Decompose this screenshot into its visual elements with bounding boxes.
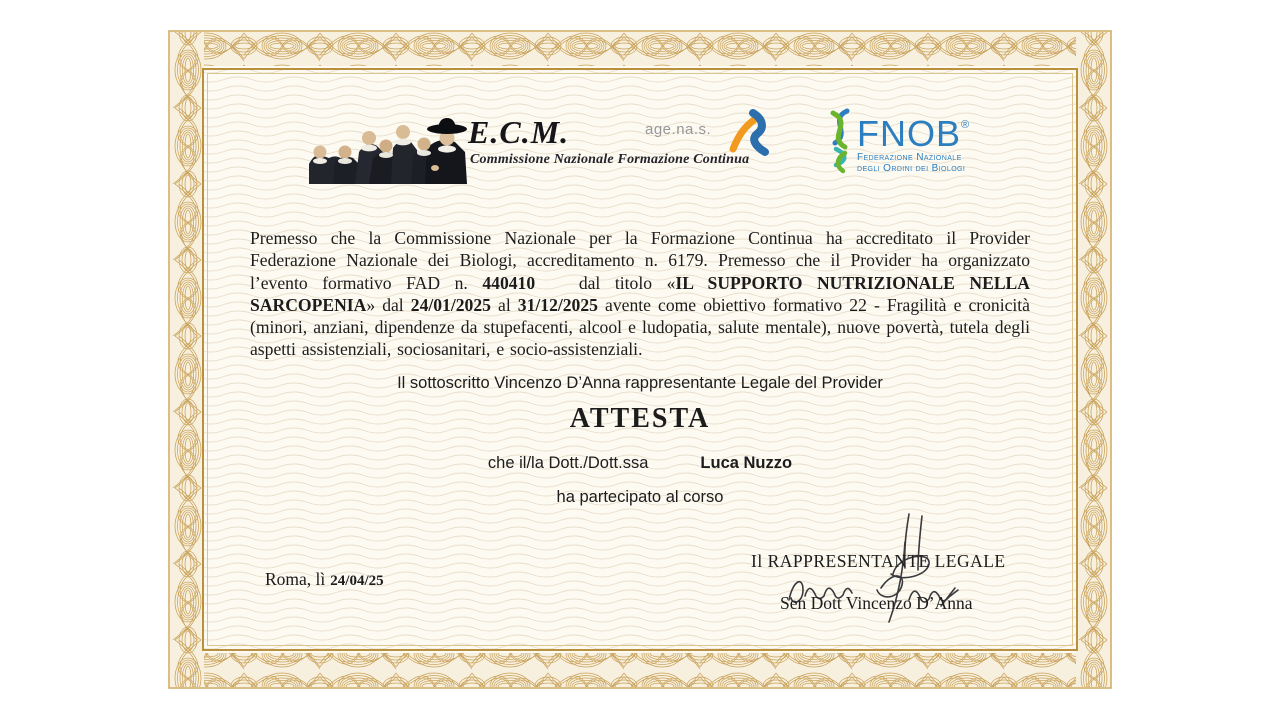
- fnob-text: [857, 106, 970, 174]
- fnob-subtitle-line2: degli Ordini dei Biologi: [857, 162, 966, 174]
- certificate-content: [168, 30, 1112, 689]
- premise-paragraph: Premesso che la Commissione Nazionale per la Formazione Continua ha accreditato il Provider Federazione Nazionale dei Biologi, accreditamento n. 6179. Premesso che il Provider ha organizzato l’evento formativo FAD n. 440410 dal titolo «IL SUPPORTO NUTRIZIONALE NELLA SARCOPENIA» dal 24/01/2025 al 31/12/2025 avente come obiettivo formativo 22 - Fragilità e cronicità (minori, anziani, dipendenze da stupefacenti, alcool e ludopatia, salute mentale), nuove povertà, tutela degli aspetti assistenziali, sociosanitari, e socio-assistenziali.: [250, 228, 1031, 360]
- participant-prefix: che il/la Dott./Dott.ssa: [487, 454, 649, 472]
- legal-representative-title: Il RAPPRESENTANTE LEGALE: [751, 551, 1006, 571]
- legal-representative-name: Sen Dott Vincenzo D’Anna: [780, 593, 973, 613]
- signature-image: [781, 512, 966, 627]
- fnob-acronym: FNOB®: [857, 113, 971, 154]
- fnob-subtitle-line1: Federazione Nazionale: [857, 152, 962, 163]
- registered-trademark-symbol: ®: [961, 119, 971, 131]
- place-and-date: [265, 569, 384, 590]
- participant-name: Luca Nuzzo: [700, 454, 793, 472]
- agenas-logo: [645, 108, 770, 156]
- ecm-painting-image: [307, 112, 471, 188]
- date-value: 24/04/25: [330, 573, 384, 589]
- place-label: Roma, lì: [265, 569, 326, 589]
- participation-line: ha partecipato al corso: [556, 488, 724, 506]
- declarer-line: Il sottoscritto Vincenzo D’Anna rappresentante Legale del Provider: [397, 374, 883, 392]
- ecm-subtitle: Commissione Nazionale Formazione Continua: [470, 152, 750, 167]
- fnob-dna-helix-icon: [824, 107, 854, 175]
- agenas-swoosh-icon: [729, 108, 771, 156]
- fnob-logo: [824, 106, 994, 176]
- agenas-label: age.na.s.: [645, 121, 712, 138]
- participant-line: [250, 454, 1030, 473]
- ecm-title: E.C.M.: [468, 114, 570, 150]
- attests-heading: ATTESTA: [569, 403, 711, 434]
- certificate: [168, 30, 1112, 689]
